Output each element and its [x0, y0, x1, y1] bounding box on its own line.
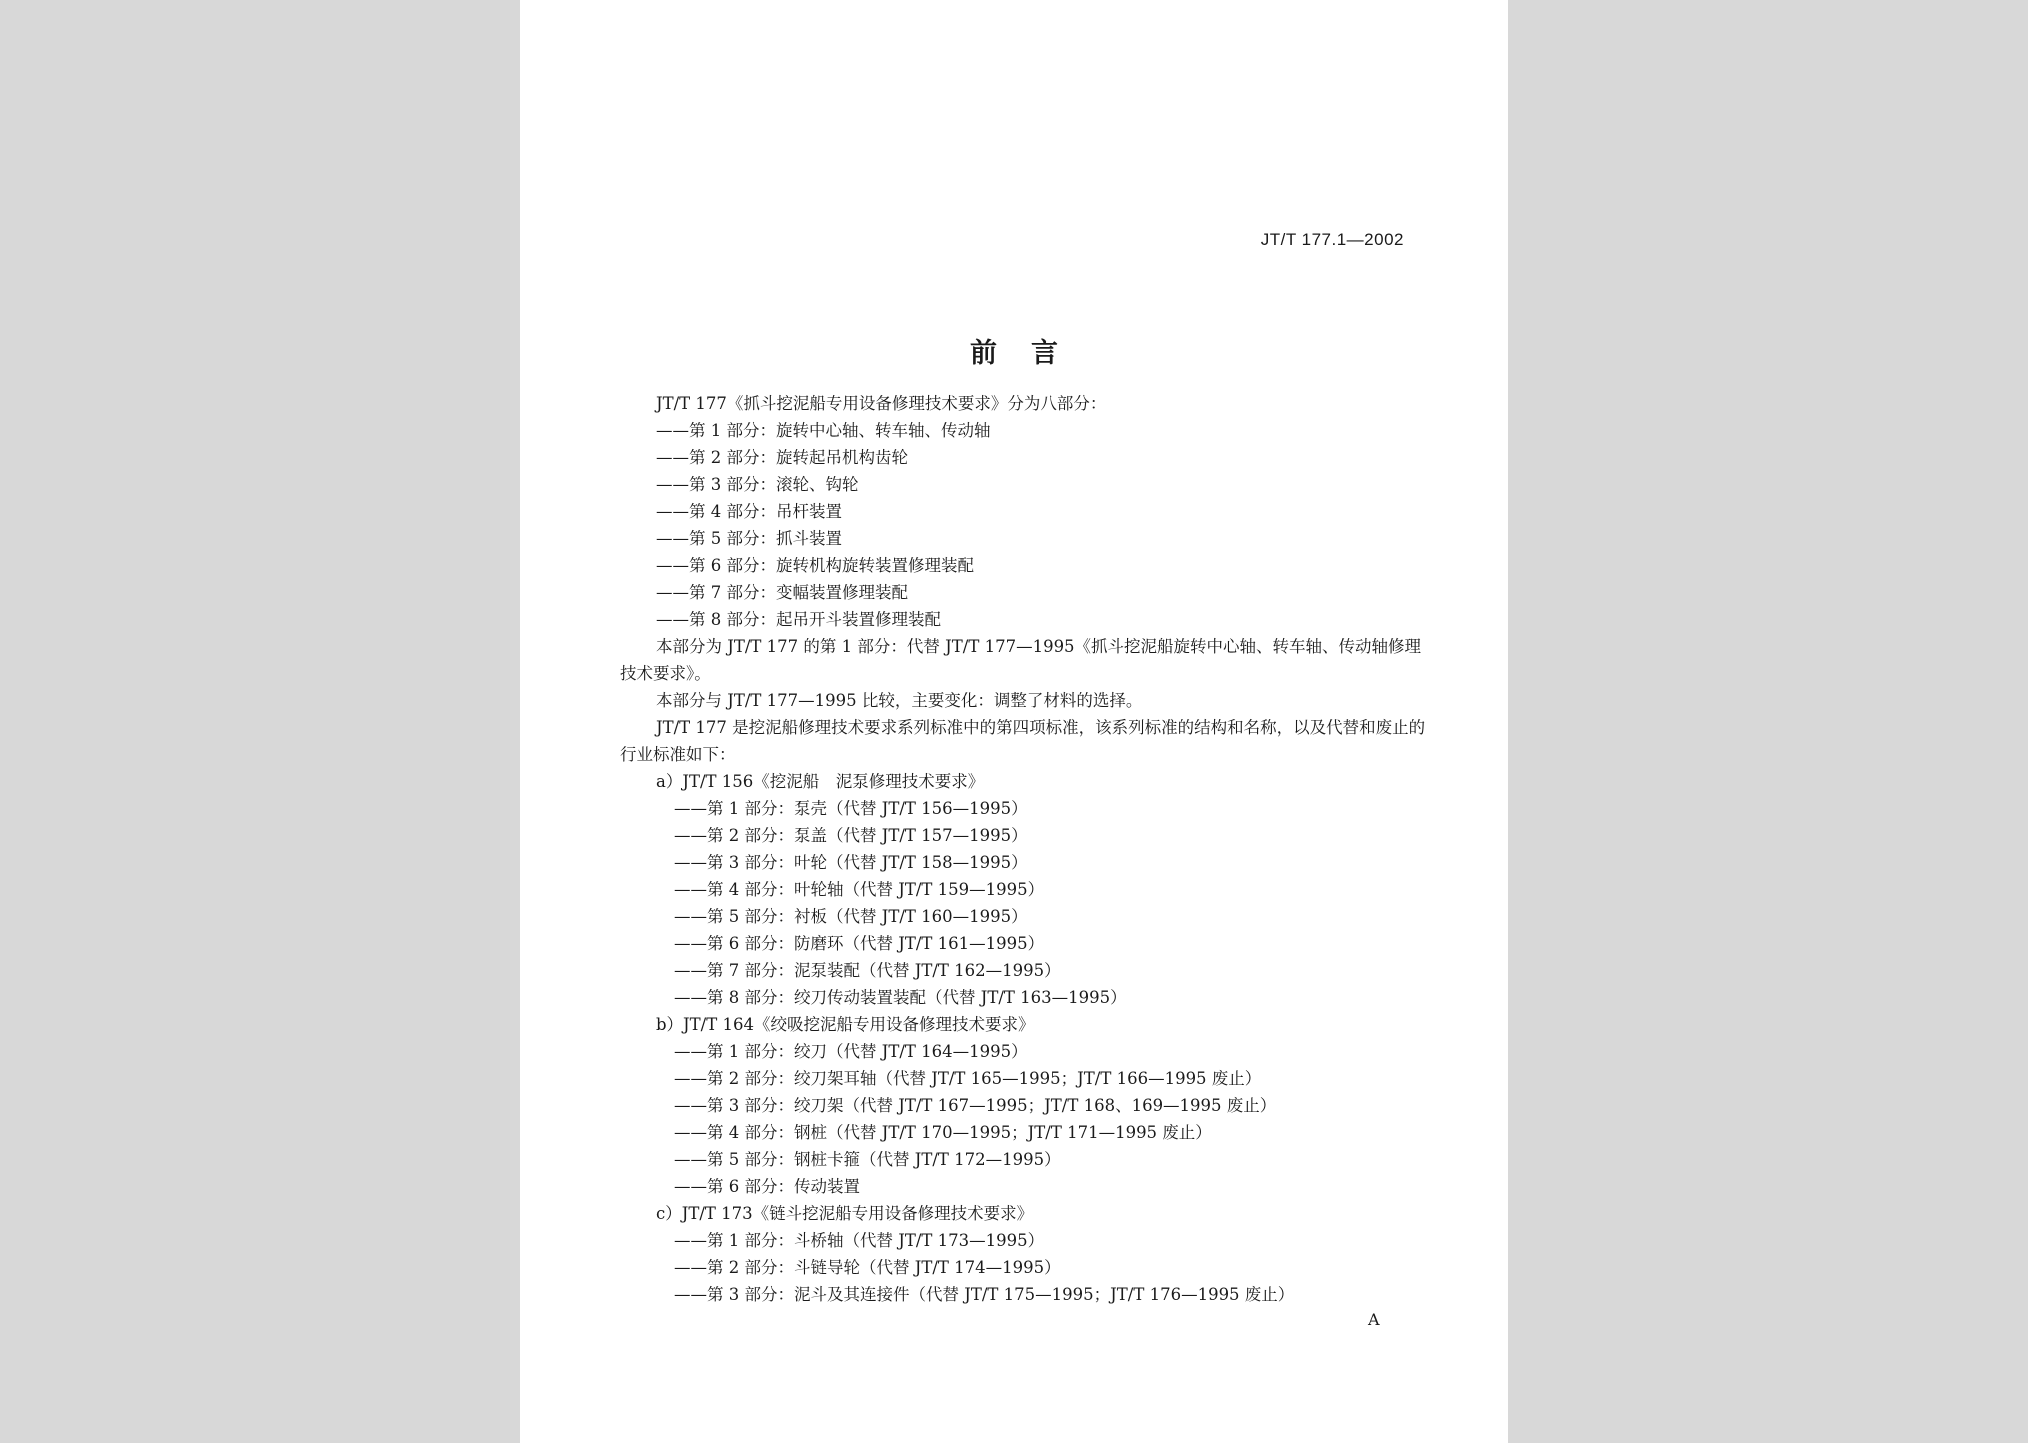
series-item: ——第 2 部分：斗链导轮（代替 JT/T 174—1995）	[674, 1258, 1061, 1277]
document-number: JT/T 177.1—2002	[1260, 230, 1404, 249]
series-item: ——第 7 部分：泥泵装配（代替 JT/T 162—1995）	[674, 961, 1061, 980]
part-item: ——第 8 部分：起吊开斗装置修理装配	[656, 610, 941, 629]
intro-paragraph: JT/T 177《抓斗挖泥船专用设备修理技术要求》分为八部分：	[656, 394, 1107, 413]
part-item: ——第 2 部分：旋转起吊机构齿轮	[656, 448, 908, 467]
document-page	[520, 0, 1508, 1443]
part-item: ——第 4 部分：吊杆装置	[656, 502, 842, 521]
series-item: ——第 4 部分：叶轮轴（代替 JT/T 159—1995）	[674, 880, 1045, 899]
series-item: ——第 6 部分：防磨环（代替 JT/T 161—1995）	[674, 934, 1045, 953]
part-item: ——第 5 部分：抓斗装置	[656, 529, 842, 548]
series-item: ——第 1 部分：斗桥轴（代替 JT/T 173—1995）	[674, 1231, 1045, 1250]
series-item: ——第 6 部分：传动装置	[674, 1177, 860, 1196]
paragraph-replacement: 本部分为 JT/T 177 的第 1 部分：代替 JT/T 177—1995《抓斗挖泥船旋转中心轴、转车轴、传动轴修理技术要求》。	[620, 637, 1422, 683]
series-item: ——第 4 部分：钢桩（代替 JT/T 170—1995；JT/T 171—1995 废止）	[674, 1123, 1212, 1142]
series-item: ——第 5 部分：钢桩卡箍（代替 JT/T 172—1995）	[674, 1150, 1061, 1169]
foreword-body	[620, 390, 1428, 1308]
series-heading-b: b）JT/T 164《绞吸挖泥船专用设备修理技术要求》	[656, 1015, 1035, 1034]
series-item: ——第 2 部分：泵盖（代替 JT/T 157—1995）	[674, 826, 1028, 845]
series-item: ——第 8 部分：绞刀传动装置装配（代替 JT/T 163—1995）	[674, 988, 1127, 1007]
series-item: ——第 5 部分：衬板（代替 JT/T 160—1995）	[674, 907, 1028, 926]
page-number: A	[1368, 1310, 1380, 1329]
series-item: ——第 1 部分：绞刀（代替 JT/T 164—1995）	[674, 1042, 1028, 1061]
series-item: ——第 3 部分：叶轮（代替 JT/T 158—1995）	[674, 853, 1028, 872]
page-title: 前言	[970, 338, 1092, 369]
series-item: ——第 3 部分：泥斗及其连接件（代替 JT/T 175—1995；JT/T 176—1995 废止）	[674, 1285, 1295, 1304]
part-item: ——第 3 部分：滚轮、钩轮	[656, 475, 859, 494]
series-item: ——第 2 部分：绞刀架耳轴（代替 JT/T 165—1995；JT/T 166—1995 废止）	[674, 1069, 1262, 1088]
paragraph-series: JT/T 177 是挖泥船修理技术要求系列标准中的第四项标准，该系列标准的结构和名称，以及代替和废止的行业标准如下：	[620, 718, 1426, 764]
part-item: ——第 1 部分：旋转中心轴、转车轴、传动轴	[656, 421, 991, 440]
paragraph-changes: 本部分与 JT/T 177—1995 比较，主要变化：调整了材料的选择。	[656, 691, 1143, 710]
series-heading-a: a）JT/T 156《挖泥船 泥泵修理技术要求》	[656, 772, 985, 791]
series-item: ——第 1 部分：泵壳（代替 JT/T 156—1995）	[674, 799, 1028, 818]
series-heading-c: c）JT/T 173《链斗挖泥船专用设备修理技术要求》	[656, 1204, 1034, 1223]
series-item: ——第 3 部分：绞刀架（代替 JT/T 167—1995；JT/T 168、169—1995 废止）	[674, 1096, 1277, 1115]
part-item: ——第 6 部分：旋转机构旋转装置修理装配	[656, 556, 974, 575]
part-item: ——第 7 部分：变幅装置修理装配	[656, 583, 908, 602]
